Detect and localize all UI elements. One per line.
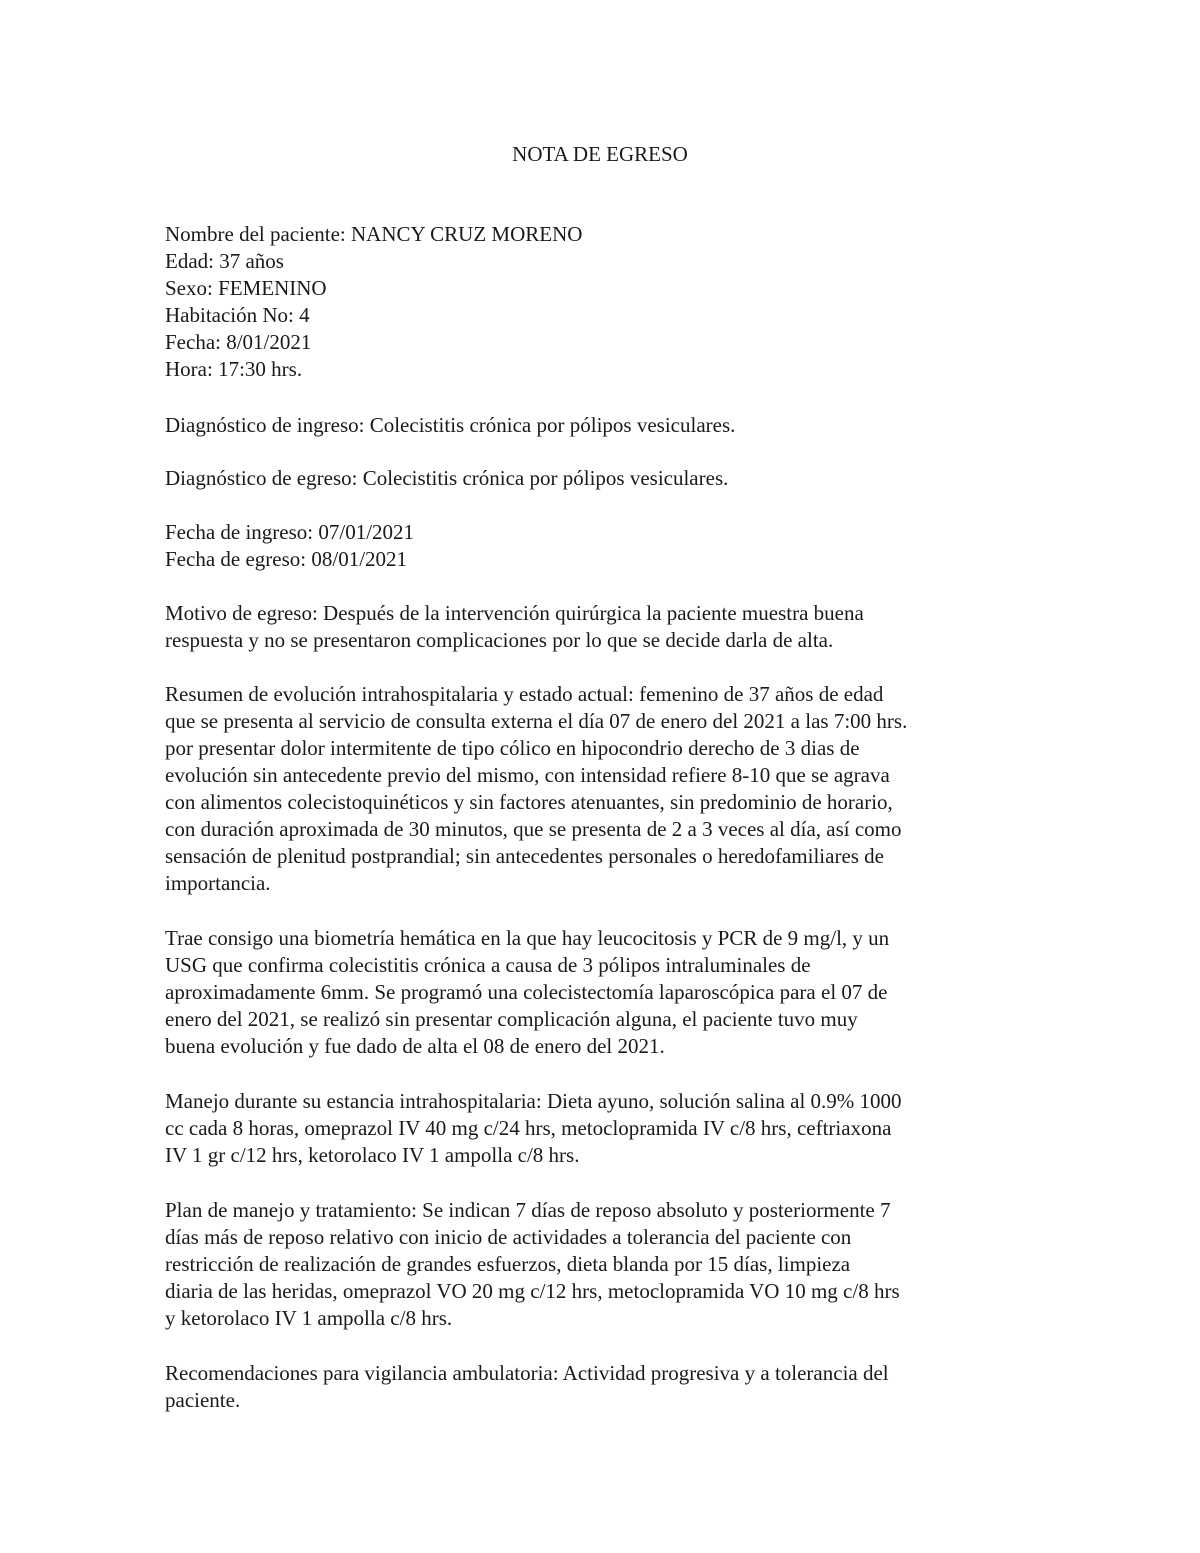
paragraph-line: respuesta y no se presentaron complicaciones por lo que se decide darla de alta. bbox=[165, 628, 834, 652]
paragraph-line: Trae consigo una biometría hemática en la que hay leucocitosis y PCR de 9 mg/l, y un bbox=[165, 926, 890, 950]
paragraph-line: con alimentos colecistoquinéticos y sin factores atenuantes, sin predominio de horario, bbox=[165, 790, 893, 814]
paragraph-line: cc cada 8 horas, omeprazol IV 40 mg c/24 hrs, metoclopramida IV c/8 hrs, ceftriaxona bbox=[165, 1116, 892, 1140]
paragraph-line: Recomendaciones para vigilancia ambulatoria: Actividad progresiva y a tolerancia del bbox=[165, 1361, 889, 1385]
studies-paragraph bbox=[165, 925, 1015, 1060]
discharge-date-line: Fecha de egreso: 08/01/2021 bbox=[165, 547, 408, 571]
patient-time-line: Hora: 17:30 hrs. bbox=[165, 357, 303, 381]
paragraph-line: días más de reposo relativo con inicio de actividades a tolerancia del paciente con bbox=[165, 1225, 852, 1249]
paragraph-line: por presentar dolor intermitente de tipo cólico en hipocondrio derecho de 3 dias de bbox=[165, 736, 860, 760]
recommendations-paragraph bbox=[165, 1360, 1015, 1414]
paragraph-line: aproximadamente 6mm. Se programó una colecistectomía laparoscópica para el 07 de bbox=[165, 980, 888, 1004]
paragraph-line: Motivo de egreso: Después de la intervención quirúrgica la paciente muestra buena bbox=[165, 601, 864, 625]
treatment-plan-paragraph bbox=[165, 1197, 1015, 1332]
evolution-summary-paragraph bbox=[165, 681, 1015, 897]
patient-age-line: Edad: 37 años bbox=[165, 249, 284, 273]
paragraph-line: buena evolución y fue dado de alta el 08 de enero del 2021. bbox=[165, 1034, 665, 1058]
paragraph-line: USG que confirma colecistitis crónica a causa de 3 pólipos intraluminales de bbox=[165, 953, 811, 977]
admission-date-line: Fecha de ingreso: 07/01/2021 bbox=[165, 520, 415, 544]
paragraph-line: diaria de las heridas, omeprazol VO 20 mg c/12 hrs, metoclopramida VO 10 mg c/8 hrs bbox=[165, 1279, 900, 1303]
paragraph-line: Manejo durante su estancia intrahospitalaria: Dieta ayuno, solución salina al 0.9% 1000 bbox=[165, 1089, 902, 1113]
paragraph-line: restricción de realización de grandes esfuerzos, dieta blanda por 15 días, limpieza bbox=[165, 1252, 851, 1276]
dates-block bbox=[165, 519, 1015, 573]
paragraph-line: sensación de plenitud postprandial; sin antecedentes personales o heredofamiliares de bbox=[165, 844, 885, 868]
paragraph-line: evolución sin antecedente previo del mismo, con intensidad refiere 8-10 que se agrava bbox=[165, 763, 890, 787]
discharge-reason-paragraph bbox=[165, 600, 1015, 654]
patient-room-line: Habitación No: 4 bbox=[165, 303, 310, 327]
paragraph-line: y ketorolaco IV 1 ampolla c/8 hrs. bbox=[165, 1306, 453, 1330]
paragraph-line: enero del 2021, se realizó sin presentar complicación alguna, el paciente tuvo muy bbox=[165, 1007, 858, 1031]
inpatient-management-paragraph bbox=[165, 1088, 1015, 1169]
patient-info-block bbox=[165, 221, 1015, 383]
paragraph-line: importancia. bbox=[165, 871, 271, 895]
paragraph-line: que se presenta al servicio de consulta externa el día 07 de enero del 2021 a las 7:00 hrs. bbox=[165, 709, 908, 733]
patient-date-line: Fecha: 8/01/2021 bbox=[165, 330, 312, 354]
paragraph-line: Plan de manejo y tratamiento: Se indican 7 días de reposo absoluto y posteriormente 7 bbox=[165, 1198, 891, 1222]
paragraph-line: paciente. bbox=[165, 1388, 241, 1412]
patient-sex-line: Sexo: FEMENINO bbox=[165, 276, 327, 300]
discharge-diagnosis-line: Diagnóstico de egreso: Colecistitis crónica por pólipos vesiculares. bbox=[165, 466, 729, 490]
discharge-diagnosis-block bbox=[165, 465, 1015, 492]
paragraph-line: con duración aproximada de 30 minutos, que se presenta de 2 a 3 veces al día, así como bbox=[165, 817, 902, 841]
admission-diagnosis-block bbox=[165, 412, 1015, 439]
admission-diagnosis-line: Diagnóstico de ingreso: Colecistitis crónica por pólipos vesiculares. bbox=[165, 413, 736, 437]
paragraph-line: IV 1 gr c/12 hrs, ketorolaco IV 1 ampolla c/8 hrs. bbox=[165, 1143, 580, 1167]
patient-name-line: Nombre del paciente: NANCY CRUZ MORENO bbox=[165, 222, 583, 246]
document-title: NOTA DE EGRESO bbox=[512, 142, 688, 166]
paragraph-line: Resumen de evolución intrahospitalaria y estado actual: femenino de 37 años de edad bbox=[165, 682, 884, 706]
